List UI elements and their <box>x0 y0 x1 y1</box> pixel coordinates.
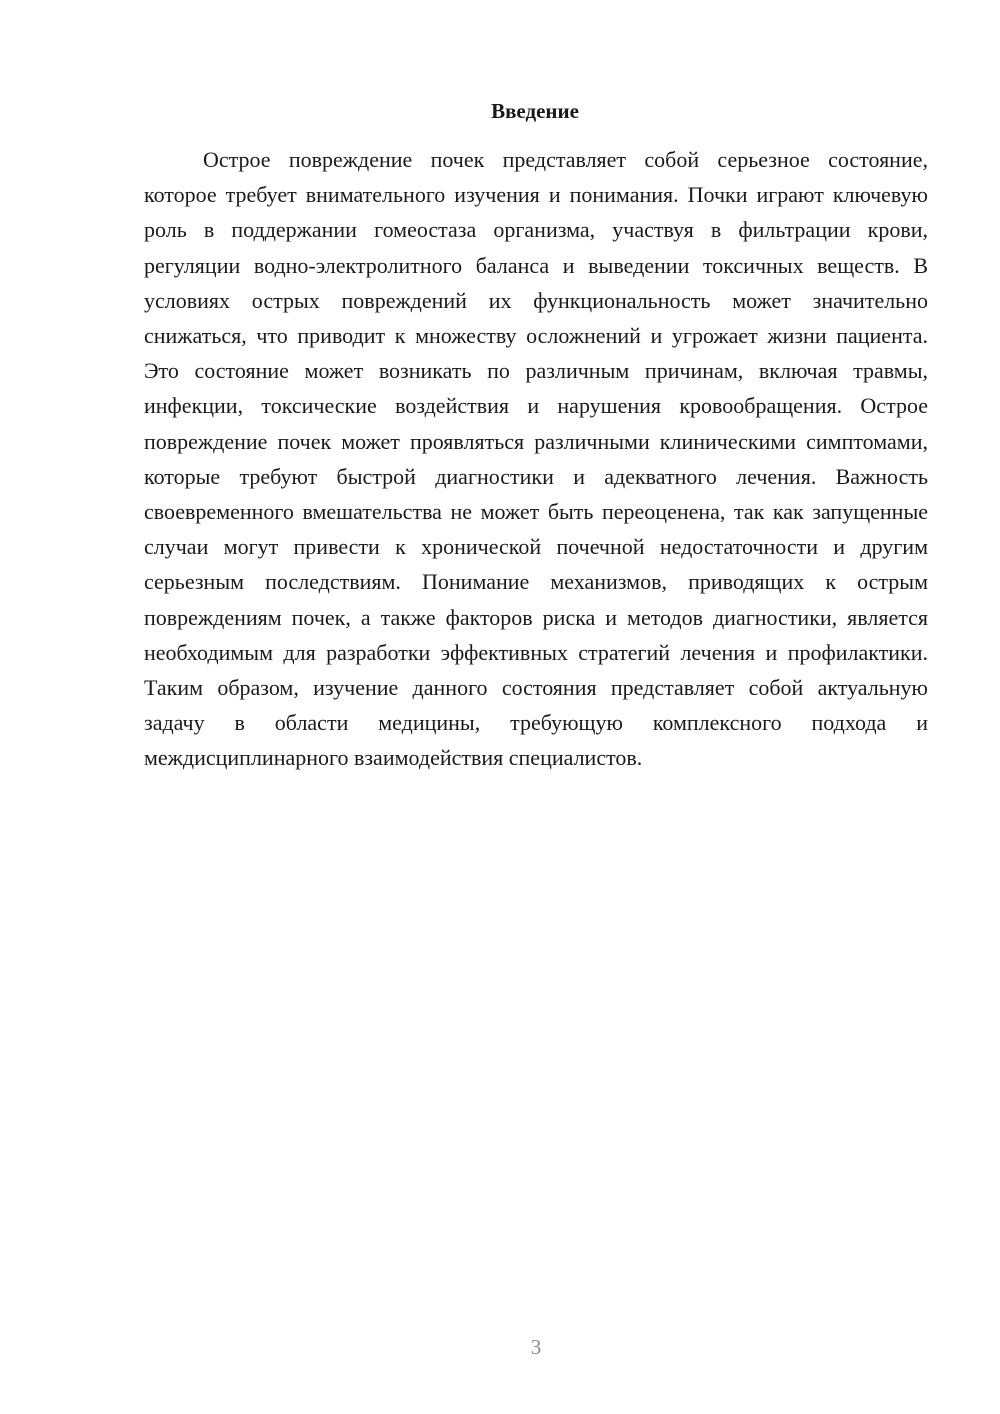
body-paragraph: Острое повреждение почек представляет собой серьезное состояние, которое требует внимательного изучения и понимания. Почки играют ключевую роль в поддержании гомеостаза организма, участвуя в фильтрации крови, регуляции водно-электролитного баланса и выведении токсичных веществ. В условиях острых повреждений их функциональность может значительно снижаться, что приводит к множеству осложнений и угрожает жизни пациента. Это состояние может возникать по различным причинам, включая травмы, инфекции, токсические воздействия и нарушения кровообращения. Острое повреждение почек может проявляться различными клиническими симптомами, которые требуют быстрой диагностики и адекватного лечения. Важность своевременного вмешательства не может быть переоценена, так как запущенные случаи могут привести к хронической почечной недостаточности и другим серьезным последствиям. Понимание механизмов, приводящих к острым повреждениям почек, а также факторов риска и методов диагностики, является необходимым для разработки эффективных стратегий лечения и профилактики. Таким образом, изучение данного состояния представляет собой актуальную задачу в области медицины, требующую комплексного подхода и междисциплинарного взаимодействия специалистов. <box>144 147 928 771</box>
page-number: 3 <box>530 1335 542 1359</box>
section-title: Введение <box>491 99 579 123</box>
